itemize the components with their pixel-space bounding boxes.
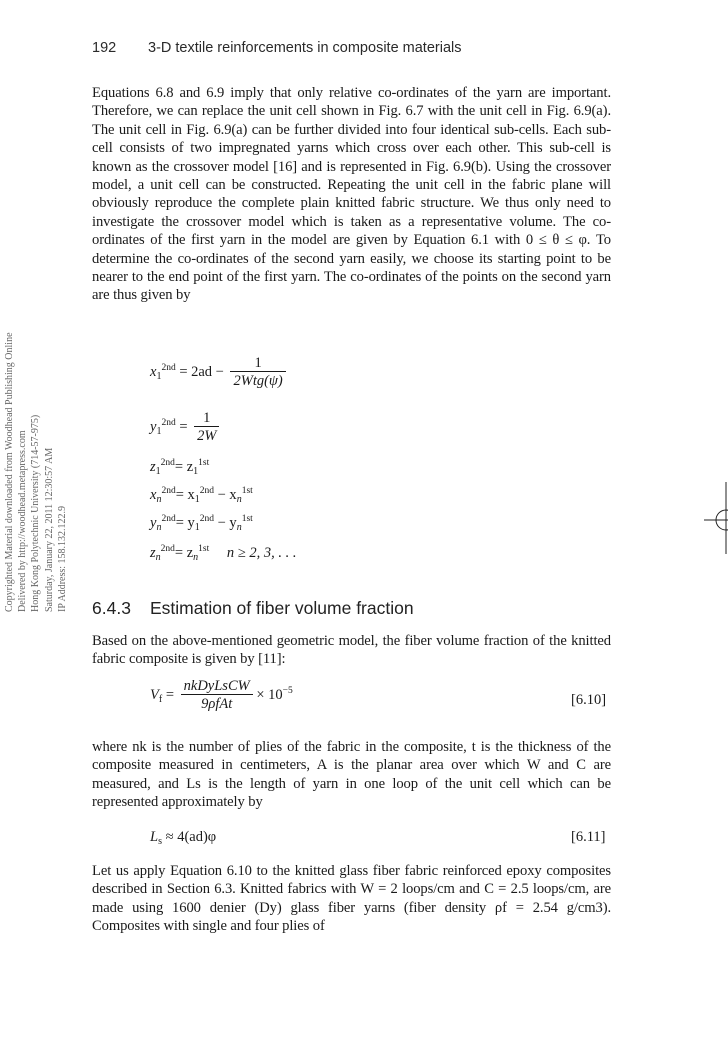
paragraph-volume-fraction-intro: Based on the above-mentioned geometric model, the fiber volume fraction of the knitted fabric composite is given by [11]: — [92, 633, 611, 668]
equation-zn: $z_n^{2nd}= z_n^{1st}$ n ≥ 2, 3, . . . — [150, 544, 297, 563]
running-header — [92, 40, 461, 56]
equation-6-10: $V_f$ = $\frac{\text{nkDyLsCW}}{\text{9ρfAt}}$ × $10^{-5}$ — [150, 678, 293, 712]
crop-mark — [704, 482, 728, 554]
page-number: 192 — [92, 40, 117, 56]
running-title: 3-D textile reinforcements in composite materials — [148, 40, 462, 56]
section-title: Estimation of fiber volume fraction — [150, 598, 414, 618]
copyright-line: IP Address: 158.132.122.9 — [56, 505, 68, 612]
equation-number-6-10: [6.10] — [571, 692, 607, 708]
section-number: 6.4.3 — [92, 598, 131, 618]
copyright-text — [3, 332, 69, 612]
copyright-line: Copyrighted Material downloaded from Woodhead Publishing Online — [4, 332, 15, 612]
equation-z1: $z_1^{2nd}= z_1^{1st}$ — [150, 458, 210, 477]
equation-x1: $x_1^{2nd} = 2ad$ − $\frac{1}{\text{2Wtg(ψ)}}$ — [150, 355, 286, 390]
paragraph-application: Let us apply Equation 6.10 to the knitted glass fiber fabric reinforced epoxy composites described in Section 6.3. Knitted fabrics with W = 2 loops/cm and C = 2.5 loops/cm, are made using 1600 denier (Dy) glass fiber yarns (fiber density ρf = 2.54 g/cm3). Composites with single and four plies of — [92, 863, 611, 935]
copyright-line: Saturday, January 22, 2011 12:30:57 AM — [43, 447, 55, 612]
section-heading — [92, 598, 414, 619]
equation-y1: $y_1^{2nd}$ = $\frac{1}{2W}$ — [150, 410, 219, 445]
paragraph-variable-definitions: where nk is the number of plies of the fabric in the composite, t is the thickness of the composite measured in centimeters, A is the planar area over which W and C are measured, and Ls is the length of yarn in one loop of the unit cell which can be represented approximately by — [92, 739, 611, 811]
copyright-sidebar — [0, 0, 100, 660]
equation-number-6-11: [6.11] — [571, 829, 606, 845]
copyright-line: Delivered by http://woodhead.metapress.com — [17, 430, 29, 612]
copyright-line: Hong Kong Polytechnic University (714-57-975) — [30, 414, 42, 612]
equation-yn: $y_n^{2nd}= y_1^{2nd} - y_n^{1st}$ — [150, 514, 253, 533]
paragraph-crossover-model: Equations 6.8 and 6.9 imply that only relative co-ordinates of the yarn are important. Therefore, we can replace the unit cell shown in Fig. 6.7 with the unit cell in Fig. 6.9(a). The unit cell in Fig. 6.9(a) can be further divided into four identical sub-cells. Each sub-cell consists of two impregnated yarns which cross over each other. This sub-cell is known as the crossover model [16] and is represented in Fig. 6.9(b). Using the crossover model, a unit cell can be constructed. Repeating the unit cell in the fabric plane will obviously reproduce the complete plain knitted fabric structure. We thus only need to investigate the crossover model which is taken as a representative volume. The co-ordinates of the first yarn in the model are given by Equation 6.1 with 0 ≤ θ ≤ φ. To determine the co-ordinates of the second yarn easily, we choose its starting point to be nearer to the end point of the first yarn. The co-ordinates of the points on the second yarn are thus given by — [92, 85, 611, 304]
equation-6-11: $L_s \approx 4(ad)\varphi$ — [150, 829, 217, 847]
equation-xn: $x_n^{2nd}= x_1^{2nd} - x_n^{1st}$ — [150, 486, 253, 505]
